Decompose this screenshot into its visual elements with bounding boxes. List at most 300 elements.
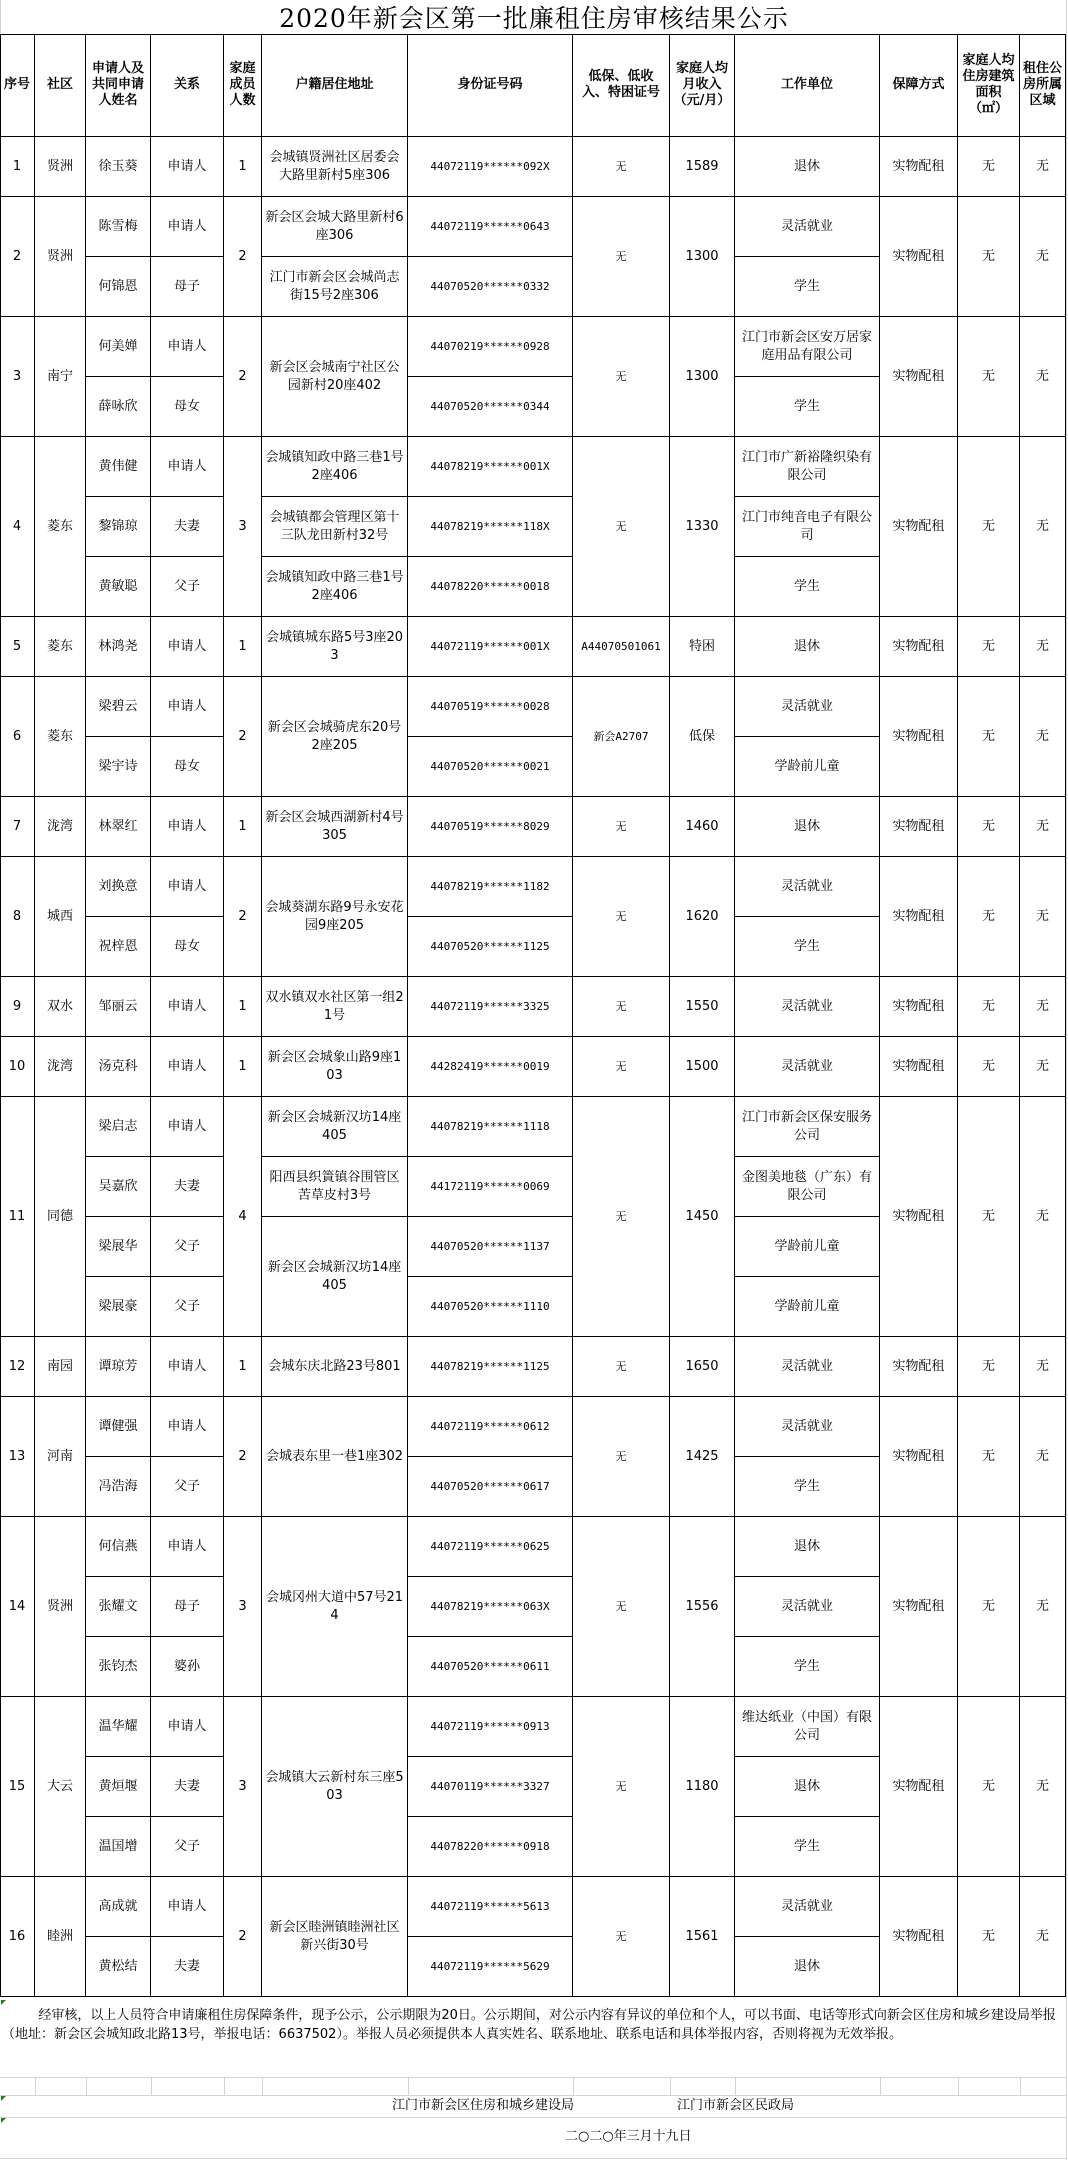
sheet-right-edge	[1066, 0, 1067, 2160]
cell-relation: 夫妻	[151, 1157, 224, 1217]
cell-seq: 9	[0, 977, 35, 1037]
cell-income: 1180	[670, 1697, 735, 1877]
cell-community: 菱东	[35, 617, 86, 677]
cell-community: 贤洲	[35, 137, 86, 197]
grid-line	[35, 2077, 36, 2095]
cell-relation: 申请人	[151, 977, 224, 1037]
cell-applicant-name: 梁启志	[86, 1097, 151, 1157]
cell-employer: 退休	[735, 1757, 880, 1817]
cell-income: 1561	[670, 1877, 735, 1997]
cell-applicant-name: 刘换意	[86, 857, 151, 917]
cell-region: 无	[1020, 677, 1066, 797]
cell-id-number: 44072119******0913	[408, 1697, 573, 1757]
cell-relation: 母女	[151, 737, 224, 797]
cell-employer: 灵活就业	[735, 1337, 880, 1397]
cell-applicant-name: 何锦恩	[86, 257, 151, 317]
cell-id-number: 44070219******0928	[408, 317, 573, 377]
cell-seq: 10	[0, 1037, 35, 1097]
cell-family-size: 3	[224, 1517, 262, 1697]
column-header-community: 社区	[35, 34, 86, 137]
cell-income: 1550	[670, 977, 735, 1037]
cell-relation: 申请人	[151, 437, 224, 497]
cell-area: 无	[958, 137, 1020, 197]
cell-employer: 江门市纯音电子有限公司	[735, 497, 880, 557]
cell-area: 无	[958, 617, 1020, 677]
cell-region: 无	[1020, 1037, 1066, 1097]
cell-relation: 申请人	[151, 1037, 224, 1097]
cell-income: 1589	[670, 137, 735, 197]
cell-id-number: 44072119******0612	[408, 1397, 573, 1457]
cell-cert-no: 无	[573, 1877, 670, 1997]
cell-employer: 灵活就业	[735, 1397, 880, 1457]
issuer-civil-affairs-bureau: 江门市新会区民政局	[677, 2098, 795, 2113]
grid-line	[880, 2077, 881, 2095]
cell-applicant-name: 祝梓恩	[86, 917, 151, 977]
cell-cert-no: 无	[573, 977, 670, 1037]
cell-id-number: 44072119******5613	[408, 1877, 573, 1937]
cell-region: 无	[1020, 437, 1066, 617]
cell-address: 会城冈州大道中57号214	[262, 1517, 408, 1697]
cell-employer: 江门市新会区安万居家庭用品有限公司	[735, 317, 880, 377]
grid-line	[0, 2158, 1066, 2159]
cell-employer: 学龄前儿童	[735, 1277, 880, 1337]
cell-relation: 申请人	[151, 317, 224, 377]
cell-seq: 16	[0, 1877, 35, 1997]
cell-id-number: 44072119******0625	[408, 1517, 573, 1577]
cell-applicant-name: 林翠红	[86, 797, 151, 857]
cell-employer: 退休	[735, 137, 880, 197]
cell-seq: 4	[0, 437, 35, 617]
cell-family-size: 2	[224, 857, 262, 977]
cell-cert-no: A44070501061	[573, 617, 670, 677]
cell-address: 新会区会城骑虎东20号2座205	[262, 677, 408, 797]
cell-cert-no: 无	[573, 1397, 670, 1517]
grid-line	[573, 2077, 574, 2095]
cell-comment-marker	[1, 2000, 6, 2005]
cell-employer: 灵活就业	[735, 1037, 880, 1097]
column-header-family-size: 家庭成员人数	[224, 34, 262, 137]
cell-region: 无	[1020, 317, 1066, 437]
cell-seq: 14	[0, 1517, 35, 1697]
cell-community: 睦洲	[35, 1877, 86, 1997]
cell-guarantee: 实物配租	[880, 1337, 958, 1397]
cell-community: 南园	[35, 1337, 86, 1397]
cell-address: 会城镇大云新村东三座503	[262, 1697, 408, 1877]
cell-comment-marker	[1, 2118, 6, 2123]
cell-applicant-name: 谭健强	[86, 1397, 151, 1457]
cell-income: 1500	[670, 1037, 735, 1097]
cell-family-size: 3	[224, 1697, 262, 1877]
cell-relation: 申请人	[151, 1337, 224, 1397]
cell-income: 1620	[670, 857, 735, 977]
cell-guarantee: 实物配租	[880, 977, 958, 1037]
cell-guarantee: 实物配租	[880, 197, 958, 317]
cell-cert-no: 无	[573, 1697, 670, 1877]
cell-id-number: 44070520******0344	[408, 377, 573, 437]
cell-cert-no: 无	[573, 1337, 670, 1397]
cell-address: 新会区睦洲镇睦洲社区新兴街30号	[262, 1877, 408, 1997]
cell-relation: 申请人	[151, 197, 224, 257]
column-header-area: 家庭人均住房建筑面积（㎡）	[958, 34, 1020, 137]
cell-relation: 申请人	[151, 617, 224, 677]
cell-applicant-name: 黎锦琼	[86, 497, 151, 557]
cell-relation: 父子	[151, 1277, 224, 1337]
cell-id-number: 44072119******3325	[408, 977, 573, 1037]
cell-applicant-name: 黄松结	[86, 1937, 151, 1997]
cell-region: 无	[1020, 797, 1066, 857]
cell-employer: 灵活就业	[735, 977, 880, 1037]
cell-area: 无	[958, 1397, 1020, 1517]
column-header-id-number: 身份证号码	[408, 34, 573, 137]
cell-employer: 学生	[735, 1817, 880, 1877]
cell-guarantee: 实物配租	[880, 857, 958, 977]
cell-relation: 夫妻	[151, 1757, 224, 1817]
cell-applicant-name: 黄烜堰	[86, 1757, 151, 1817]
cell-address: 新会区会城西湖新村4号305	[262, 797, 408, 857]
cell-applicant-name: 冯浩海	[86, 1457, 151, 1517]
cell-income: 低保	[670, 677, 735, 797]
cell-id-number: 44078219******063X	[408, 1577, 573, 1637]
cell-applicant-name: 梁展豪	[86, 1277, 151, 1337]
cell-relation: 夫妻	[151, 497, 224, 557]
cell-id-number: 44078219******001X	[408, 437, 573, 497]
cell-employer: 江门市广新裕隆织染有限公司	[735, 437, 880, 497]
cell-area: 无	[958, 437, 1020, 617]
cell-address: 江门市新会区会城尚志街15号2座306	[262, 257, 408, 317]
cell-address: 新会区会城大路里新村6座306	[262, 197, 408, 257]
cell-seq: 3	[0, 317, 35, 437]
cell-seq: 15	[0, 1697, 35, 1877]
cell-id-number: 44070519******8029	[408, 797, 573, 857]
cell-address: 会城镇都会管理区第十三队龙田新村32号	[262, 497, 408, 557]
cell-cert-no: 无	[573, 197, 670, 317]
cell-address: 双水镇双水社区第一组21号	[262, 977, 408, 1037]
cell-guarantee: 实物配租	[880, 617, 958, 677]
cell-id-number: 44070520******0332	[408, 257, 573, 317]
cell-guarantee: 实物配租	[880, 317, 958, 437]
cell-employer: 灵活就业	[735, 1577, 880, 1637]
grid-line	[735, 2077, 736, 2095]
cell-family-size: 2	[224, 677, 262, 797]
cell-applicant-name: 梁碧云	[86, 677, 151, 737]
cell-area: 无	[958, 1877, 1020, 1997]
grid-line	[1020, 2077, 1021, 2095]
notice-paragraph: 经审核，以上人员符合申请廉租住房保障条件，现予公示，公示期限为20日。公示期间，对公示内容有异议的单位和个人，可以书面、电话等形式向新会区住房和城乡建设局举报（地址：新会区会城知政北路13号，举报电话：6637502）。举报人员必须提供本人真实姓名、联系地址、联系电话和具体举报内容，否则将视为无效举报。	[2, 2008, 1056, 2042]
cell-employer: 退休	[735, 797, 880, 857]
cell-seq: 12	[0, 1337, 35, 1397]
cell-employer: 灵活就业	[735, 857, 880, 917]
cell-region: 无	[1020, 1697, 1066, 1877]
cell-community: 泷湾	[35, 1037, 86, 1097]
cell-family-size: 1	[224, 977, 262, 1037]
cell-employer: 维达纸业（中国）有限公司	[735, 1697, 880, 1757]
cell-community: 同德	[35, 1097, 86, 1337]
cell-applicant-name: 吴嘉欣	[86, 1157, 151, 1217]
column-header-relation: 关系	[151, 34, 224, 137]
cell-id-number: 44070520******0617	[408, 1457, 573, 1517]
cell-cert-no: 无	[573, 1097, 670, 1337]
cell-relation: 母女	[151, 377, 224, 437]
cell-address: 新会区会城南宁社区公园新村20座402	[262, 317, 408, 437]
cell-cert-no: 无	[573, 317, 670, 437]
cell-relation: 申请人	[151, 1697, 224, 1757]
cell-applicant-name: 张钧杰	[86, 1637, 151, 1697]
cell-region: 无	[1020, 1337, 1066, 1397]
cell-employer: 学龄前儿童	[735, 1217, 880, 1277]
column-header-cert-no: 低保、低收入、特困证号	[573, 34, 670, 137]
cell-income: 1330	[670, 437, 735, 617]
cell-relation: 申请人	[151, 1517, 224, 1577]
cell-id-number: 44070520******1137	[408, 1217, 573, 1277]
grid-line	[224, 2077, 225, 2095]
cell-cert-no: 无	[573, 437, 670, 617]
cell-address: 会城表东里一巷1座302	[262, 1397, 408, 1517]
cell-applicant-name: 汤克科	[86, 1037, 151, 1097]
cell-applicant-name: 高成就	[86, 1877, 151, 1937]
cell-applicant-name: 林鸿尧	[86, 617, 151, 677]
cell-community: 大云	[35, 1697, 86, 1877]
cell-relation: 母子	[151, 257, 224, 317]
column-header-income: 家庭人均月收入（元/月）	[670, 34, 735, 137]
cell-employer: 退休	[735, 1517, 880, 1577]
column-header-region: 租住公房所属区域	[1020, 34, 1066, 137]
cell-community: 贤洲	[35, 1517, 86, 1697]
column-header-employer: 工作单位	[735, 34, 880, 137]
cell-id-number: 44070520******0611	[408, 1637, 573, 1697]
cell-id-number: 44078219******1125	[408, 1337, 573, 1397]
cell-community: 泷湾	[35, 797, 86, 857]
cell-seq: 6	[0, 677, 35, 797]
cell-area: 无	[958, 1517, 1020, 1697]
column-header-name: 申请人及共同申请人姓名	[86, 34, 151, 137]
cell-cert-no: 无	[573, 797, 670, 857]
grid-line	[958, 2077, 959, 2095]
cell-seq: 5	[0, 617, 35, 677]
cell-family-size: 2	[224, 197, 262, 317]
cell-applicant-name: 徐玉葵	[86, 137, 151, 197]
cell-region: 无	[1020, 137, 1066, 197]
cell-guarantee: 实物配租	[880, 677, 958, 797]
cell-address: 新会区会城新汉坊14座405	[262, 1217, 408, 1337]
cell-id-number: 44070519******0028	[408, 677, 573, 737]
cell-area: 无	[958, 197, 1020, 317]
cell-address: 会城葵湖东路9号永安花园9座205	[262, 857, 408, 977]
cell-applicant-name: 黄敏聪	[86, 557, 151, 617]
cell-id-number: 44072119******0643	[408, 197, 573, 257]
cell-area: 无	[958, 797, 1020, 857]
cell-community: 菱东	[35, 677, 86, 797]
cell-employer: 江门市新会区保安服务公司	[735, 1097, 880, 1157]
cell-seq: 11	[0, 1097, 35, 1337]
cell-region: 无	[1020, 857, 1066, 977]
cell-region: 无	[1020, 977, 1066, 1037]
cell-family-size: 3	[224, 437, 262, 617]
cell-employer: 学生	[735, 1637, 880, 1697]
cell-family-size: 1	[224, 137, 262, 197]
cell-applicant-name: 何信燕	[86, 1517, 151, 1577]
column-header-seq: 序号	[0, 34, 35, 137]
cell-region: 无	[1020, 1397, 1066, 1517]
cell-address: 会城镇贤洲社区居委会大路里新村5座306	[262, 137, 408, 197]
cell-cert-no: 新会A2707	[573, 677, 670, 797]
cell-address: 新会区会城新汉坊14座405	[262, 1097, 408, 1157]
grid-line	[86, 2077, 87, 2095]
cell-relation: 父子	[151, 1817, 224, 1877]
cell-address: 阳西县织篢镇谷围管区苦草皮村3号	[262, 1157, 408, 1217]
page-title: 2020年新会区第一批廉租住房审核结果公示	[0, 0, 1067, 34]
cell-applicant-name: 陈雪梅	[86, 197, 151, 257]
cell-applicant-name: 温国增	[86, 1817, 151, 1877]
cell-employer: 学龄前儿童	[735, 737, 880, 797]
cell-area: 无	[958, 857, 1020, 977]
cell-relation: 母子	[151, 1577, 224, 1637]
cell-id-number: 44072119******092X	[408, 137, 573, 197]
cell-employer: 学生	[735, 917, 880, 977]
cell-id-number: 44070520******1110	[408, 1277, 573, 1337]
cell-address: 会城镇知政中路三巷1号2座406	[262, 437, 408, 497]
cell-applicant-name: 张耀文	[86, 1577, 151, 1637]
cell-community: 菱东	[35, 437, 86, 617]
cell-seq: 13	[0, 1397, 35, 1517]
grid-line	[670, 2077, 671, 2095]
grid-line	[0, 2117, 1066, 2118]
cell-employer: 学生	[735, 257, 880, 317]
cell-relation: 母女	[151, 917, 224, 977]
cell-relation: 夫妻	[151, 1937, 224, 1997]
notice-date: 二○二○年三月十九日	[565, 2129, 692, 2144]
cell-id-number: 44072119******001X	[408, 617, 573, 677]
cell-relation: 申请人	[151, 1097, 224, 1157]
cell-income: 1450	[670, 1097, 735, 1337]
cell-relation: 申请人	[151, 857, 224, 917]
cell-guarantee: 实物配租	[880, 797, 958, 857]
cell-id-number: 44172119******0069	[408, 1157, 573, 1217]
cell-employer: 灵活就业	[735, 677, 880, 737]
cell-relation: 申请人	[151, 1877, 224, 1937]
cell-income: 1460	[670, 797, 735, 857]
column-header-address: 户籍居住地址	[262, 34, 408, 137]
cell-region: 无	[1020, 1877, 1066, 1997]
cell-employer: 学生	[735, 1457, 880, 1517]
cell-applicant-name: 谭琼芳	[86, 1337, 151, 1397]
cell-applicant-name: 何美婵	[86, 317, 151, 377]
cell-cert-no: 无	[573, 137, 670, 197]
cell-community: 河南	[35, 1397, 86, 1517]
cell-guarantee: 实物配租	[880, 1697, 958, 1877]
cell-community: 双水	[35, 977, 86, 1037]
cell-area: 无	[958, 1697, 1020, 1877]
cell-employer: 退休	[735, 617, 880, 677]
cell-family-size: 1	[224, 617, 262, 677]
cell-applicant-name: 梁展华	[86, 1217, 151, 1277]
cell-id-number: 44070520******0021	[408, 737, 573, 797]
cell-employer: 学生	[735, 557, 880, 617]
cell-area: 无	[958, 677, 1020, 797]
cell-relation: 申请人	[151, 797, 224, 857]
cell-applicant-name: 温华耀	[86, 1697, 151, 1757]
cell-income: 1300	[670, 197, 735, 317]
cell-family-size: 1	[224, 1337, 262, 1397]
cell-region: 无	[1020, 197, 1066, 317]
column-header-guarantee: 保障方式	[880, 34, 958, 137]
cell-id-number: 44078219******1118	[408, 1097, 573, 1157]
cell-family-size: 2	[224, 1877, 262, 1997]
grid-line	[0, 2077, 1066, 2078]
cell-income: 1556	[670, 1517, 735, 1697]
cell-cert-no: 无	[573, 1517, 670, 1697]
cell-family-size: 1	[224, 797, 262, 857]
cell-income: 1425	[670, 1397, 735, 1517]
cell-guarantee: 实物配租	[880, 1517, 958, 1697]
cell-income: 特困	[670, 617, 735, 677]
cell-guarantee: 实物配租	[880, 1097, 958, 1337]
cell-relation: 父子	[151, 1217, 224, 1277]
cell-id-number: 44282419******0019	[408, 1037, 573, 1097]
cell-id-number: 44078220******0918	[408, 1817, 573, 1877]
cell-family-size: 4	[224, 1097, 262, 1337]
cell-family-size: 2	[224, 1397, 262, 1517]
cell-applicant-name: 邹丽云	[86, 977, 151, 1037]
cell-id-number: 44078219******118X	[408, 497, 573, 557]
cell-area: 无	[958, 1037, 1020, 1097]
cell-employer: 金图美地毯（广东）有限公司	[735, 1157, 880, 1217]
cell-seq: 7	[0, 797, 35, 857]
cell-guarantee: 实物配租	[880, 1397, 958, 1517]
grid-line	[151, 2077, 152, 2095]
cell-region: 无	[1020, 1517, 1066, 1697]
cell-guarantee: 实物配租	[880, 137, 958, 197]
cell-relation: 申请人	[151, 1397, 224, 1457]
cell-income: 1300	[670, 317, 735, 437]
cell-id-number: 44078219******1182	[408, 857, 573, 917]
cell-seq: 1	[0, 137, 35, 197]
cell-community: 南宁	[35, 317, 86, 437]
cell-relation: 申请人	[151, 137, 224, 197]
cell-relation: 父子	[151, 1457, 224, 1517]
cell-guarantee: 实物配租	[880, 1877, 958, 1997]
cell-id-number: 44070520******1125	[408, 917, 573, 977]
cell-relation: 婆孙	[151, 1637, 224, 1697]
cell-guarantee: 实物配租	[880, 1037, 958, 1097]
cell-address: 会城东庆北路23号801	[262, 1337, 408, 1397]
cell-family-size: 2	[224, 317, 262, 437]
cell-area: 无	[958, 1337, 1020, 1397]
cell-employer: 灵活就业	[735, 1877, 880, 1937]
cell-community: 城西	[35, 857, 86, 977]
cell-seq: 8	[0, 857, 35, 977]
cell-applicant-name: 梁宇诗	[86, 737, 151, 797]
cell-applicant-name: 黄伟健	[86, 437, 151, 497]
cell-area: 无	[958, 977, 1020, 1037]
cell-area: 无	[958, 317, 1020, 437]
cell-comment-marker	[1, 2096, 6, 2101]
cell-region: 无	[1020, 1097, 1066, 1337]
grid-line	[408, 2077, 409, 2095]
cell-area: 无	[958, 1097, 1020, 1337]
cell-id-number: 44078220******0018	[408, 557, 573, 617]
cell-employer: 灵活就业	[735, 197, 880, 257]
cell-community: 贤洲	[35, 197, 86, 317]
grid-line	[262, 2077, 263, 2095]
cell-id-number: 44072119******5629	[408, 1937, 573, 1997]
cell-address: 新会区会城象山路9座103	[262, 1037, 408, 1097]
cell-address: 会城镇城东路5号3座203	[262, 617, 408, 677]
cell-cert-no: 无	[573, 857, 670, 977]
cell-region: 无	[1020, 617, 1066, 677]
cell-seq: 2	[0, 197, 35, 317]
cell-applicant-name: 薛咏欣	[86, 377, 151, 437]
issuer-housing-bureau: 江门市新会区住房和城乡建设局	[392, 2098, 575, 2113]
